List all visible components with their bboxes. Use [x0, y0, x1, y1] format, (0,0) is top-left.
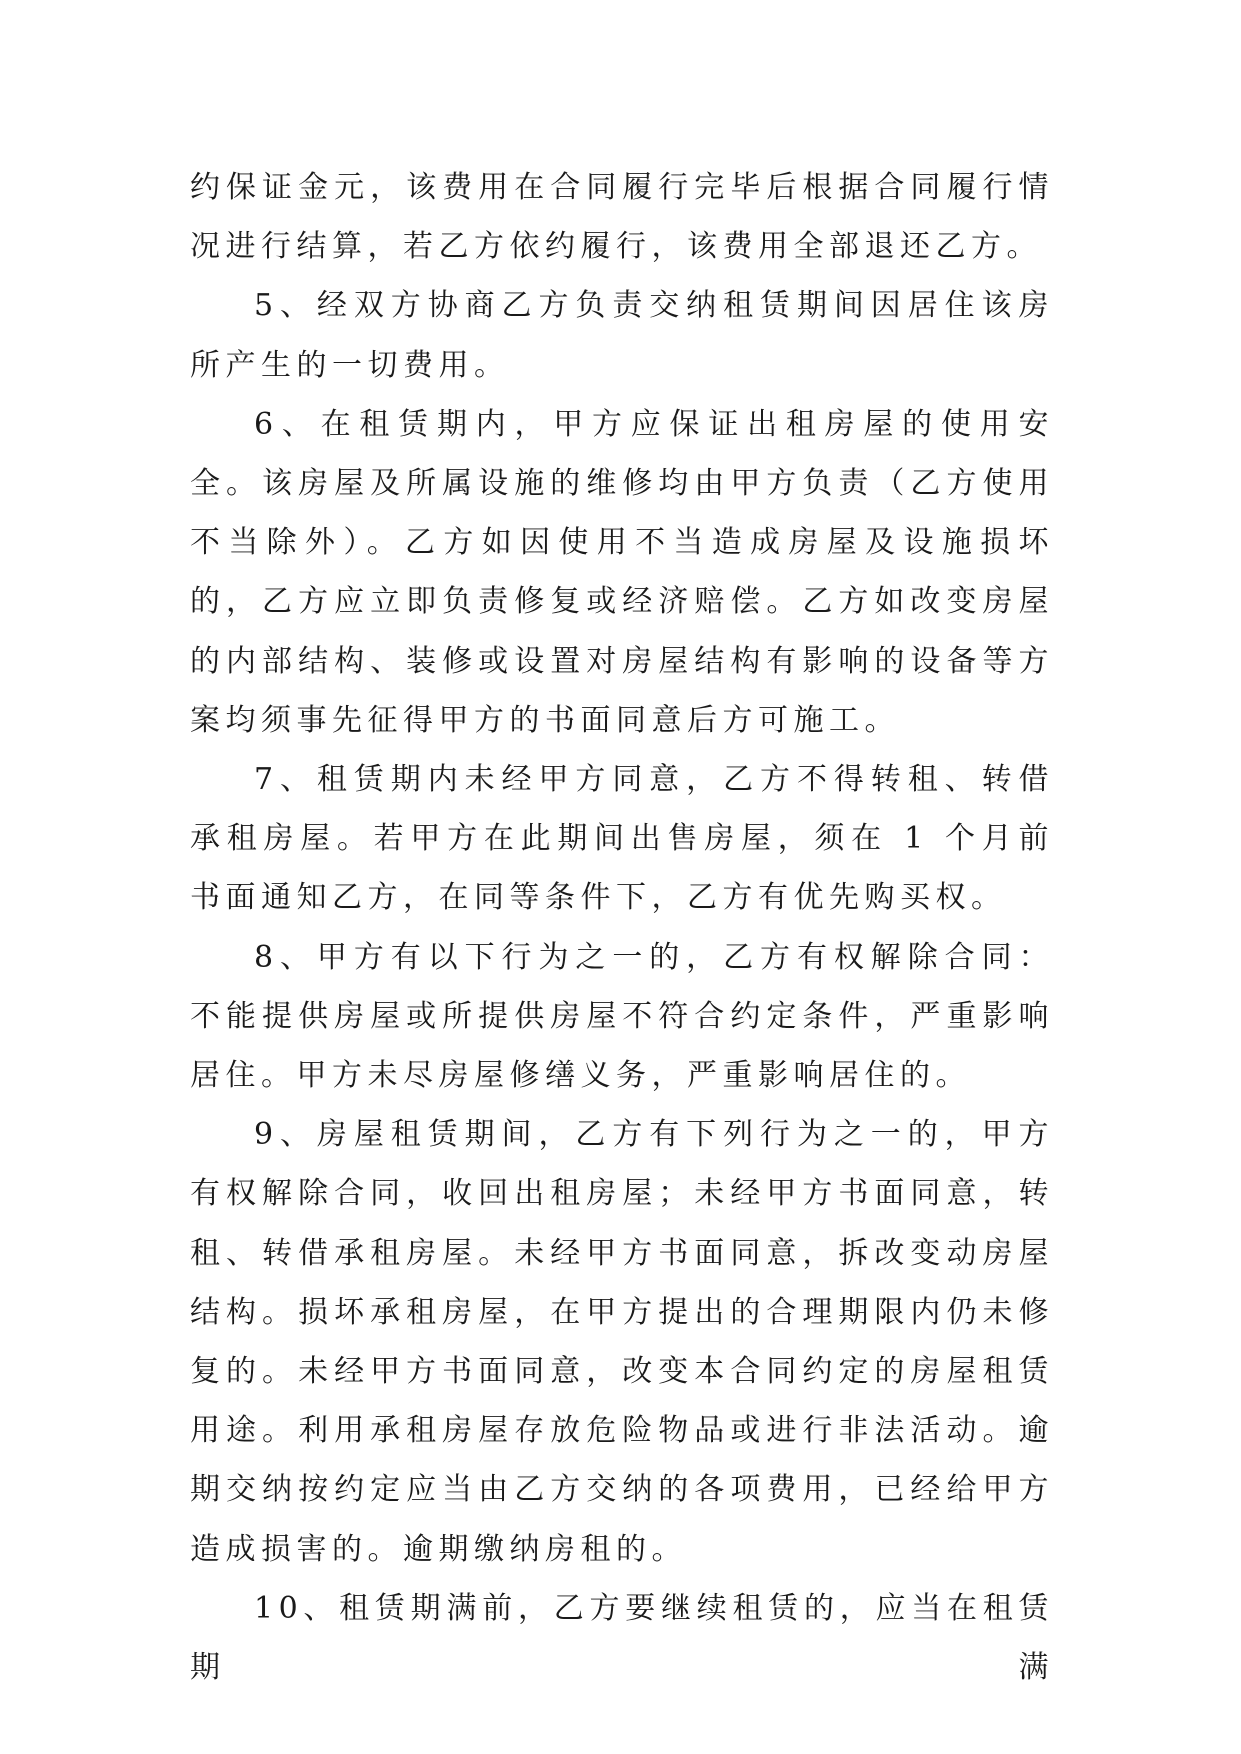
paragraph-clause-5: 5、经双方协商乙方负责交纳租赁期间因居住该房所产生的一切费用。	[190, 288, 1054, 383]
paragraph-clause-9: 9、房屋租赁期间，乙方有下列行为之一的，甲方有权解除合同，收回出租房屋；未经甲方书面同意，转租、转借承租房屋。未经甲方书面同意，拆改变动房屋结构。损坏承租房屋，在甲方提出的合理期限内仍未修复的。未经甲方书面同意，改变本合同约定的房屋租赁用途。利用承租房屋存放危险物品或进行非法活动。逾期交纳按约定应当由乙方交纳的各项费用，已经给甲方造成损害的。逾期缴纳房租的。	[190, 1117, 1054, 1567]
paragraph-clause-8: 8、甲方有以下行为之一的，乙方有权解除合同：不能提供房屋或所提供房屋不符合约定条件，严重影响居住。甲方未尽房屋修缮义务，严重影响居住的。	[190, 939, 1054, 1094]
paragraph-deposit-continued: 约保证金元，该费用在合同履行完毕后根据合同履行情况进行结算，若乙方依约履行，该费用全部退还乙方。	[190, 170, 1054, 265]
paragraph-clause-7: 7、租赁期内未经甲方同意，乙方不得转租、转借承租房屋。若甲方在此期间出售房屋，须在 1 个月前书面通知乙方，在同等条件下，乙方有优先购买权。	[190, 762, 1054, 916]
paragraph-clause-10: 10、租赁期满前，乙方要继续租赁的，应当在租赁期满	[190, 1590, 1054, 1686]
paragraph-clause-6: 6、在租赁期内，甲方应保证出租房屋的使用安全。该房屋及所属设施的维修均由甲方负责（乙方使用不当除外）。乙方如因使用不当造成房屋及设施损坏的，乙方应立即负责修复或经济赔偿。乙方如改变房屋的内部结构、装修或设置对房屋结构有影响的设备等方案均须事先征得甲方的书面同意后方可施工。	[190, 406, 1054, 738]
document-body	[190, 158, 1054, 1697]
